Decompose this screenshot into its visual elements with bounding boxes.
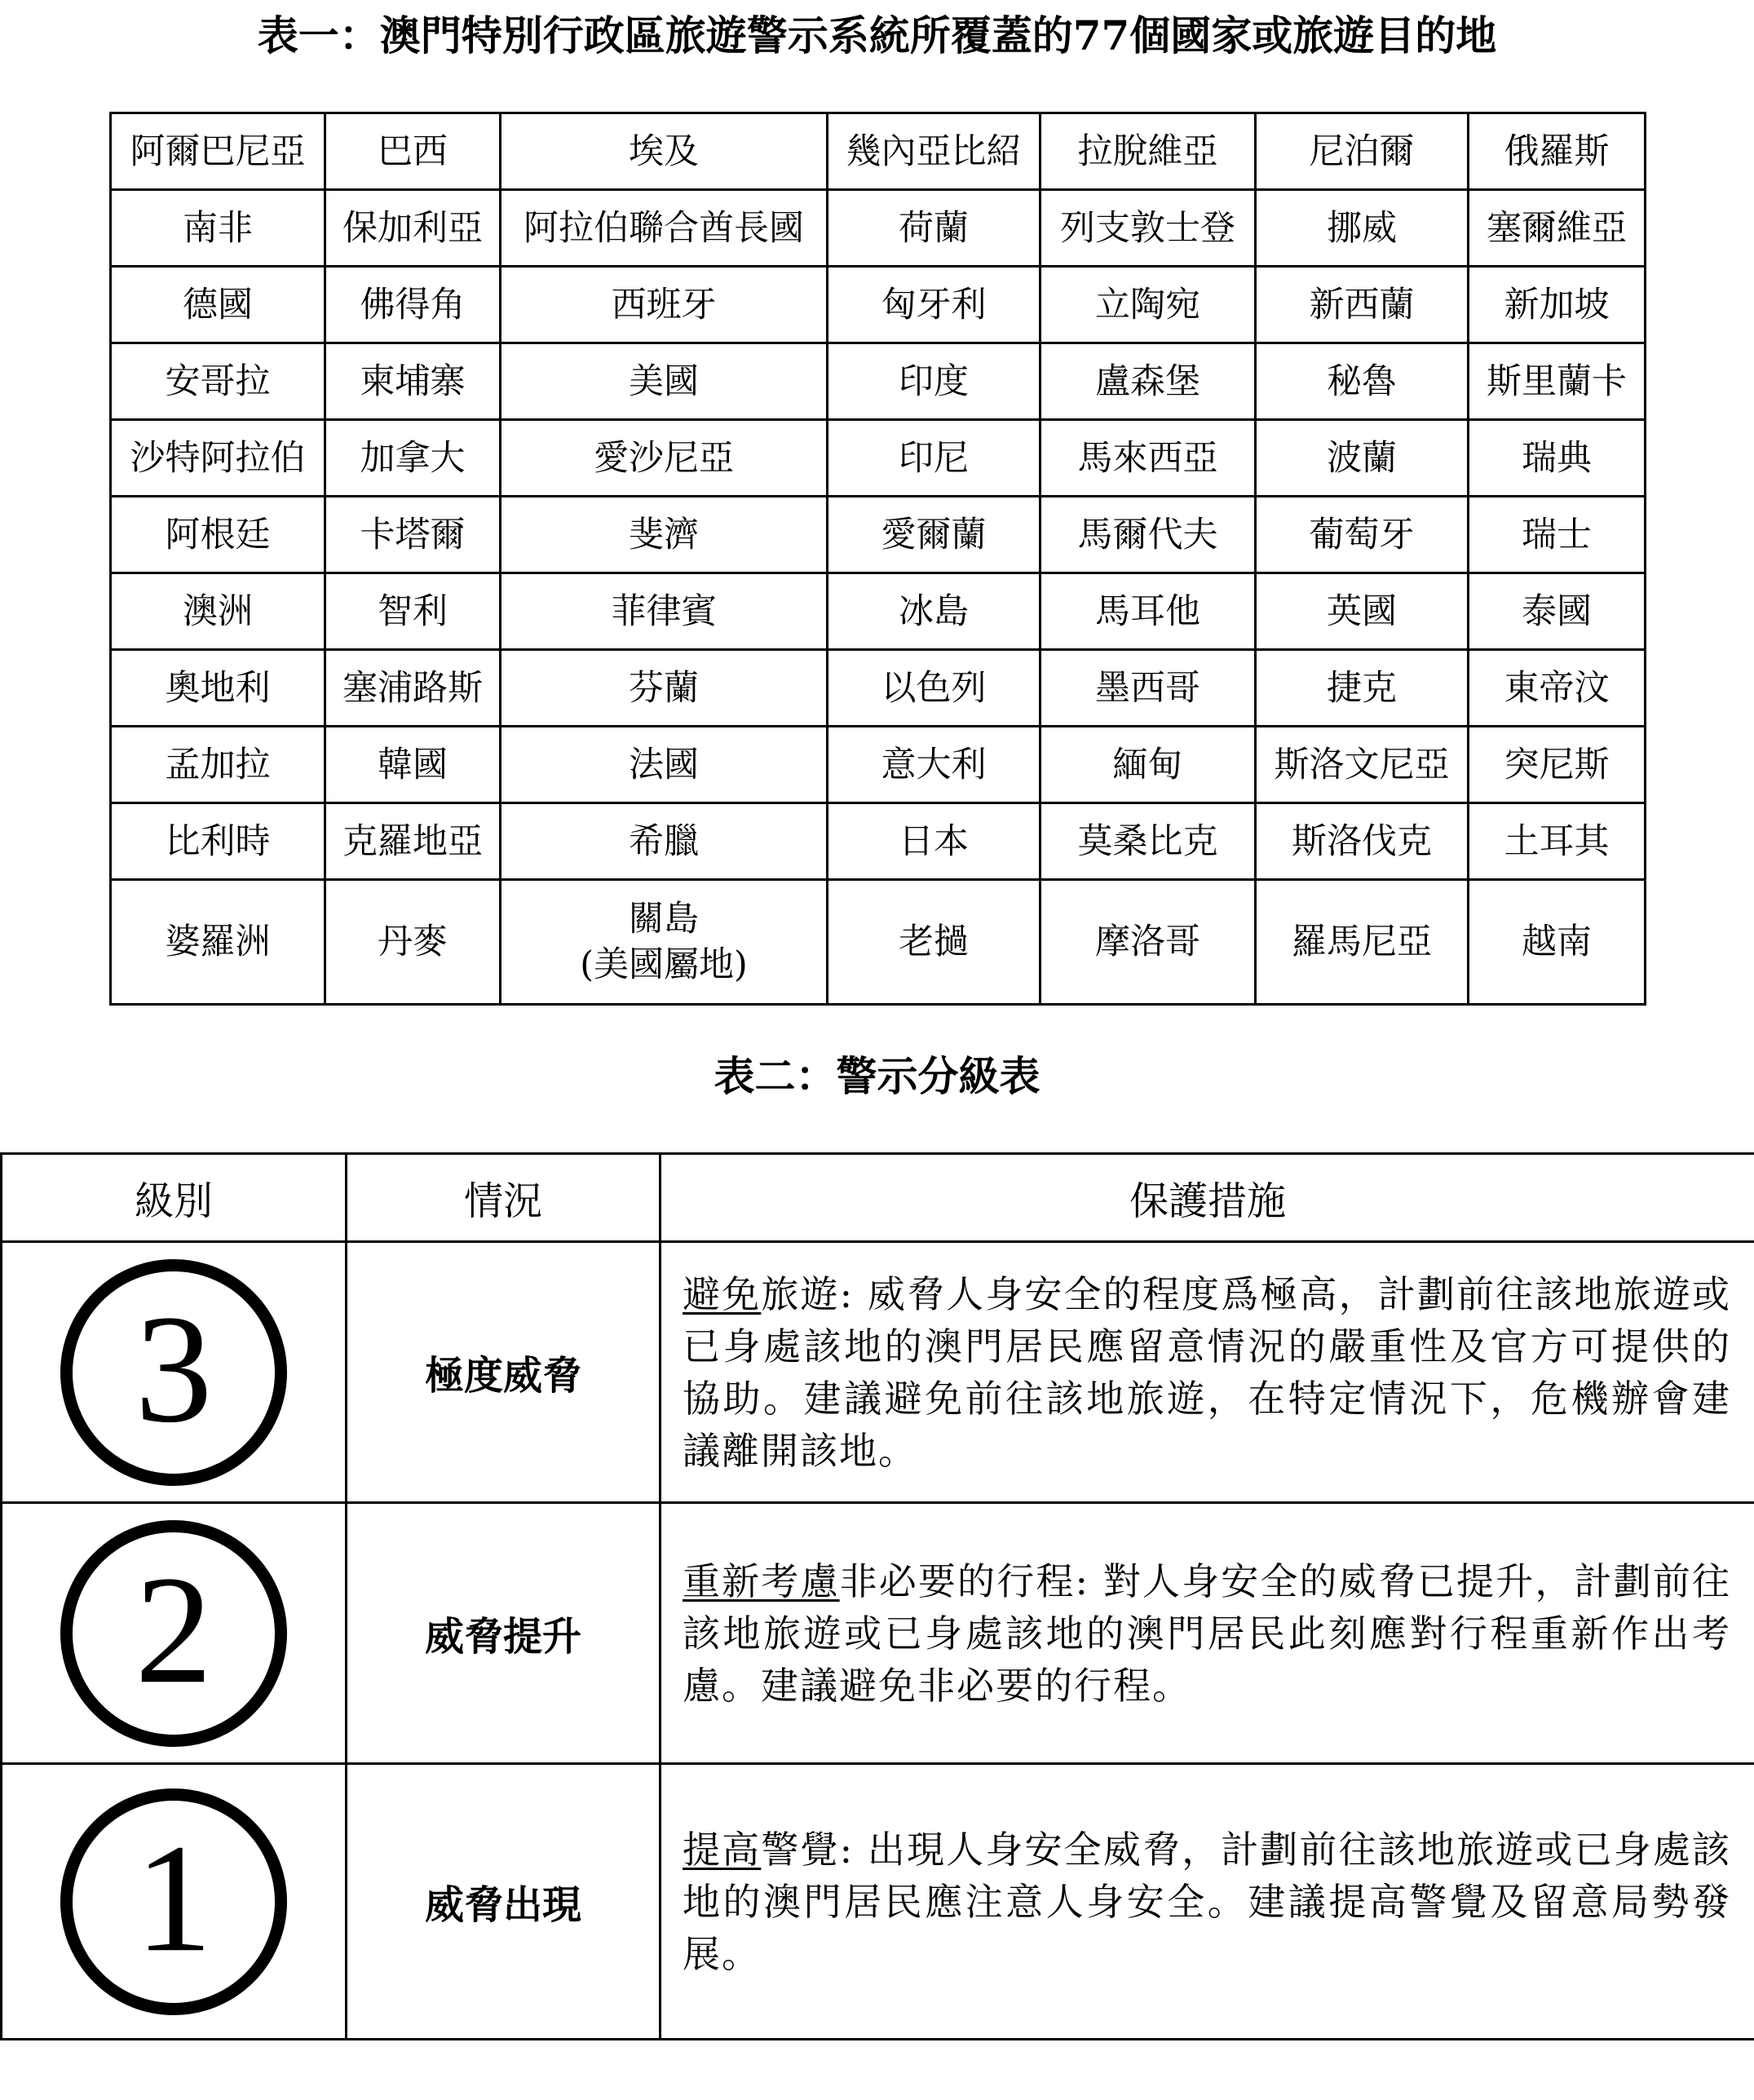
country-cell: 以色列 [828, 650, 1040, 727]
country-cell: 埃及 [501, 113, 828, 190]
country-cell: 孟加拉 [111, 727, 325, 803]
country-cell: 瑞士 [1469, 497, 1646, 573]
country-cell: 馬來西亞 [1040, 420, 1256, 497]
country-cell: 韓國 [325, 727, 501, 803]
country-cell: 阿拉伯聯合酋長國 [501, 190, 828, 267]
country-cell: 捷克 [1256, 650, 1469, 727]
situation-cell: 威脅出現 [347, 1764, 661, 2040]
country-cell: 菲律賓 [501, 573, 828, 650]
country-cell: 印度 [828, 343, 1040, 420]
country-cell: 俄羅斯 [1469, 113, 1646, 190]
country-cell: 南非 [111, 190, 325, 267]
table-row [111, 880, 1646, 1005]
country-cell: 阿根廷 [111, 497, 325, 573]
level-2-circle-icon: 2 [60, 1520, 287, 1747]
country-cell: 法國 [501, 727, 828, 803]
country-cell: 德國 [111, 267, 325, 343]
country-cell: 阿爾巴尼亞 [111, 113, 325, 190]
level-cell [2, 1764, 347, 2040]
country-cell: 瑞典 [1469, 420, 1646, 497]
country-cell: 沙特阿拉伯 [111, 420, 325, 497]
country-cell: 斐濟 [501, 497, 828, 573]
country-cell: 斯洛伐克 [1256, 803, 1469, 880]
country-cell: 西班牙 [501, 267, 828, 343]
country-cell: 冰島 [828, 573, 1040, 650]
country-cell: 盧森堡 [1040, 343, 1256, 420]
table-row [111, 113, 1646, 190]
countries-table [109, 112, 1646, 1006]
country-cell: 新加坡 [1469, 267, 1646, 343]
country-cell: 荷蘭 [828, 190, 1040, 267]
measure-cell [661, 1764, 1754, 2040]
country-cell: 婆羅洲 [111, 880, 325, 1005]
country-cell: 意大利 [828, 727, 1040, 803]
country-cell: 關島 (美國屬地) [501, 880, 828, 1005]
country-cell: 越南 [1469, 880, 1646, 1005]
country-cell: 奧地利 [111, 650, 325, 727]
country-cell: 佛得角 [325, 267, 501, 343]
country-cell: 克羅地亞 [325, 803, 501, 880]
table-row [111, 267, 1646, 343]
country-cell: 澳洲 [111, 573, 325, 650]
country-cell: 突尼斯 [1469, 727, 1646, 803]
table-row [111, 727, 1646, 803]
country-cell: 尼泊爾 [1256, 113, 1469, 190]
measure-cell [661, 1503, 1754, 1764]
country-cell: 摩洛哥 [1040, 880, 1256, 1005]
country-cell: 希臘 [501, 803, 828, 880]
country-cell: 東帝汶 [1469, 650, 1646, 727]
country-cell: 保加利亞 [325, 190, 501, 267]
country-cell: 莫桑比克 [1040, 803, 1256, 880]
table-row [111, 573, 1646, 650]
table-row [111, 190, 1646, 267]
country-cell: 秘魯 [1256, 343, 1469, 420]
country-cell: 列支敦士登 [1040, 190, 1256, 267]
country-cell: 墨西哥 [1040, 650, 1256, 727]
country-cell: 新西蘭 [1256, 267, 1469, 343]
header-measure: 保護措施 [661, 1154, 1754, 1242]
situation-cell: 威脅提升 [347, 1503, 661, 1764]
country-cell: 印尼 [828, 420, 1040, 497]
measure-text: 旅遊: 威脅人身安全的程度爲極高，計劃前往該地旅遊或已身處該地的澳門居民應留意情況的嚴重性及官方可提供的協助。建議避免前往該地旅遊，在特定情況下，危機辦會建議離開該地。 [683, 1271, 1732, 1473]
country-cell: 安哥拉 [111, 343, 325, 420]
table-row [111, 343, 1646, 420]
table1-title: 表一：澳門特別行政區旅遊警示系統所覆蓋的77個國家或旅遊目的地 [257, 11, 1497, 60]
country-cell: 斯洛文尼亞 [1256, 727, 1469, 803]
measure-keyword: 避免 [683, 1271, 762, 1316]
header-situation: 情況 [347, 1154, 661, 1242]
country-cell: 泰國 [1469, 573, 1646, 650]
table-row [111, 420, 1646, 497]
measure-text: 警覺: 出現人身安全威脅，計劃前往該地旅遊或已身處該地的澳門居民應注意人身安全。建議提高警覺及留意局勢發展。 [683, 1827, 1732, 1976]
country-cell: 柬埔寨 [325, 343, 501, 420]
country-cell: 土耳其 [1469, 803, 1646, 880]
country-cell: 葡萄牙 [1256, 497, 1469, 573]
table2-title: 表二：警示分級表 [714, 1052, 1040, 1100]
table-row [111, 803, 1646, 880]
table-row [111, 497, 1646, 573]
country-cell: 愛爾蘭 [828, 497, 1040, 573]
country-cell: 卡塔爾 [325, 497, 501, 573]
measure-text: 非必要的行程: 對人身安全的威脅已提升，計劃前往該地旅遊或已身處該地的澳門居民此刻應對行程重新作出考慮。建議避免非必要的行程。 [683, 1558, 1732, 1708]
country-cell: 緬甸 [1040, 727, 1256, 803]
guam-note: (美國屬地) [580, 944, 748, 985]
country-cell: 拉脫維亞 [1040, 113, 1256, 190]
level-cell [2, 1503, 347, 1764]
table-row [111, 650, 1646, 727]
country-cell: 愛沙尼亞 [501, 420, 828, 497]
table-row [2, 1503, 1754, 1764]
country-cell: 丹麥 [325, 880, 501, 1005]
country-cell: 巴西 [325, 113, 501, 190]
country-cell: 幾內亞比紹 [828, 113, 1040, 190]
level-1-circle-icon: 1 [60, 1788, 287, 2015]
country-cell: 塞浦路斯 [325, 650, 501, 727]
measure-cell [661, 1242, 1754, 1503]
table-row [2, 1242, 1754, 1503]
country-cell: 日本 [828, 803, 1040, 880]
country-cell: 塞爾維亞 [1469, 190, 1646, 267]
warning-levels-table [0, 1152, 1754, 2040]
country-cell: 智利 [325, 573, 501, 650]
country-cell: 挪威 [1256, 190, 1469, 267]
country-cell: 芬蘭 [501, 650, 828, 727]
level-3-circle-icon: 3 [60, 1259, 287, 1486]
situation-cell: 極度威脅 [347, 1242, 661, 1503]
level-cell [2, 1242, 347, 1503]
measure-keyword: 重新考慮 [683, 1558, 840, 1603]
country-cell: 老撾 [828, 880, 1040, 1005]
header-level: 級別 [2, 1154, 347, 1242]
country-cell: 英國 [1256, 573, 1469, 650]
country-cell: 立陶宛 [1040, 267, 1256, 343]
country-cell: 波蘭 [1256, 420, 1469, 497]
measure-keyword: 提高 [683, 1827, 762, 1872]
country-cell: 馬耳他 [1040, 573, 1256, 650]
country-cell: 馬爾代夫 [1040, 497, 1256, 573]
country-cell: 斯里蘭卡 [1469, 343, 1646, 420]
country-cell: 匈牙利 [828, 267, 1040, 343]
table-row [2, 1764, 1754, 2040]
country-cell: 美國 [501, 343, 828, 420]
country-cell: 加拿大 [325, 420, 501, 497]
country-cell: 羅馬尼亞 [1256, 880, 1469, 1005]
country-cell: 比利時 [111, 803, 325, 880]
